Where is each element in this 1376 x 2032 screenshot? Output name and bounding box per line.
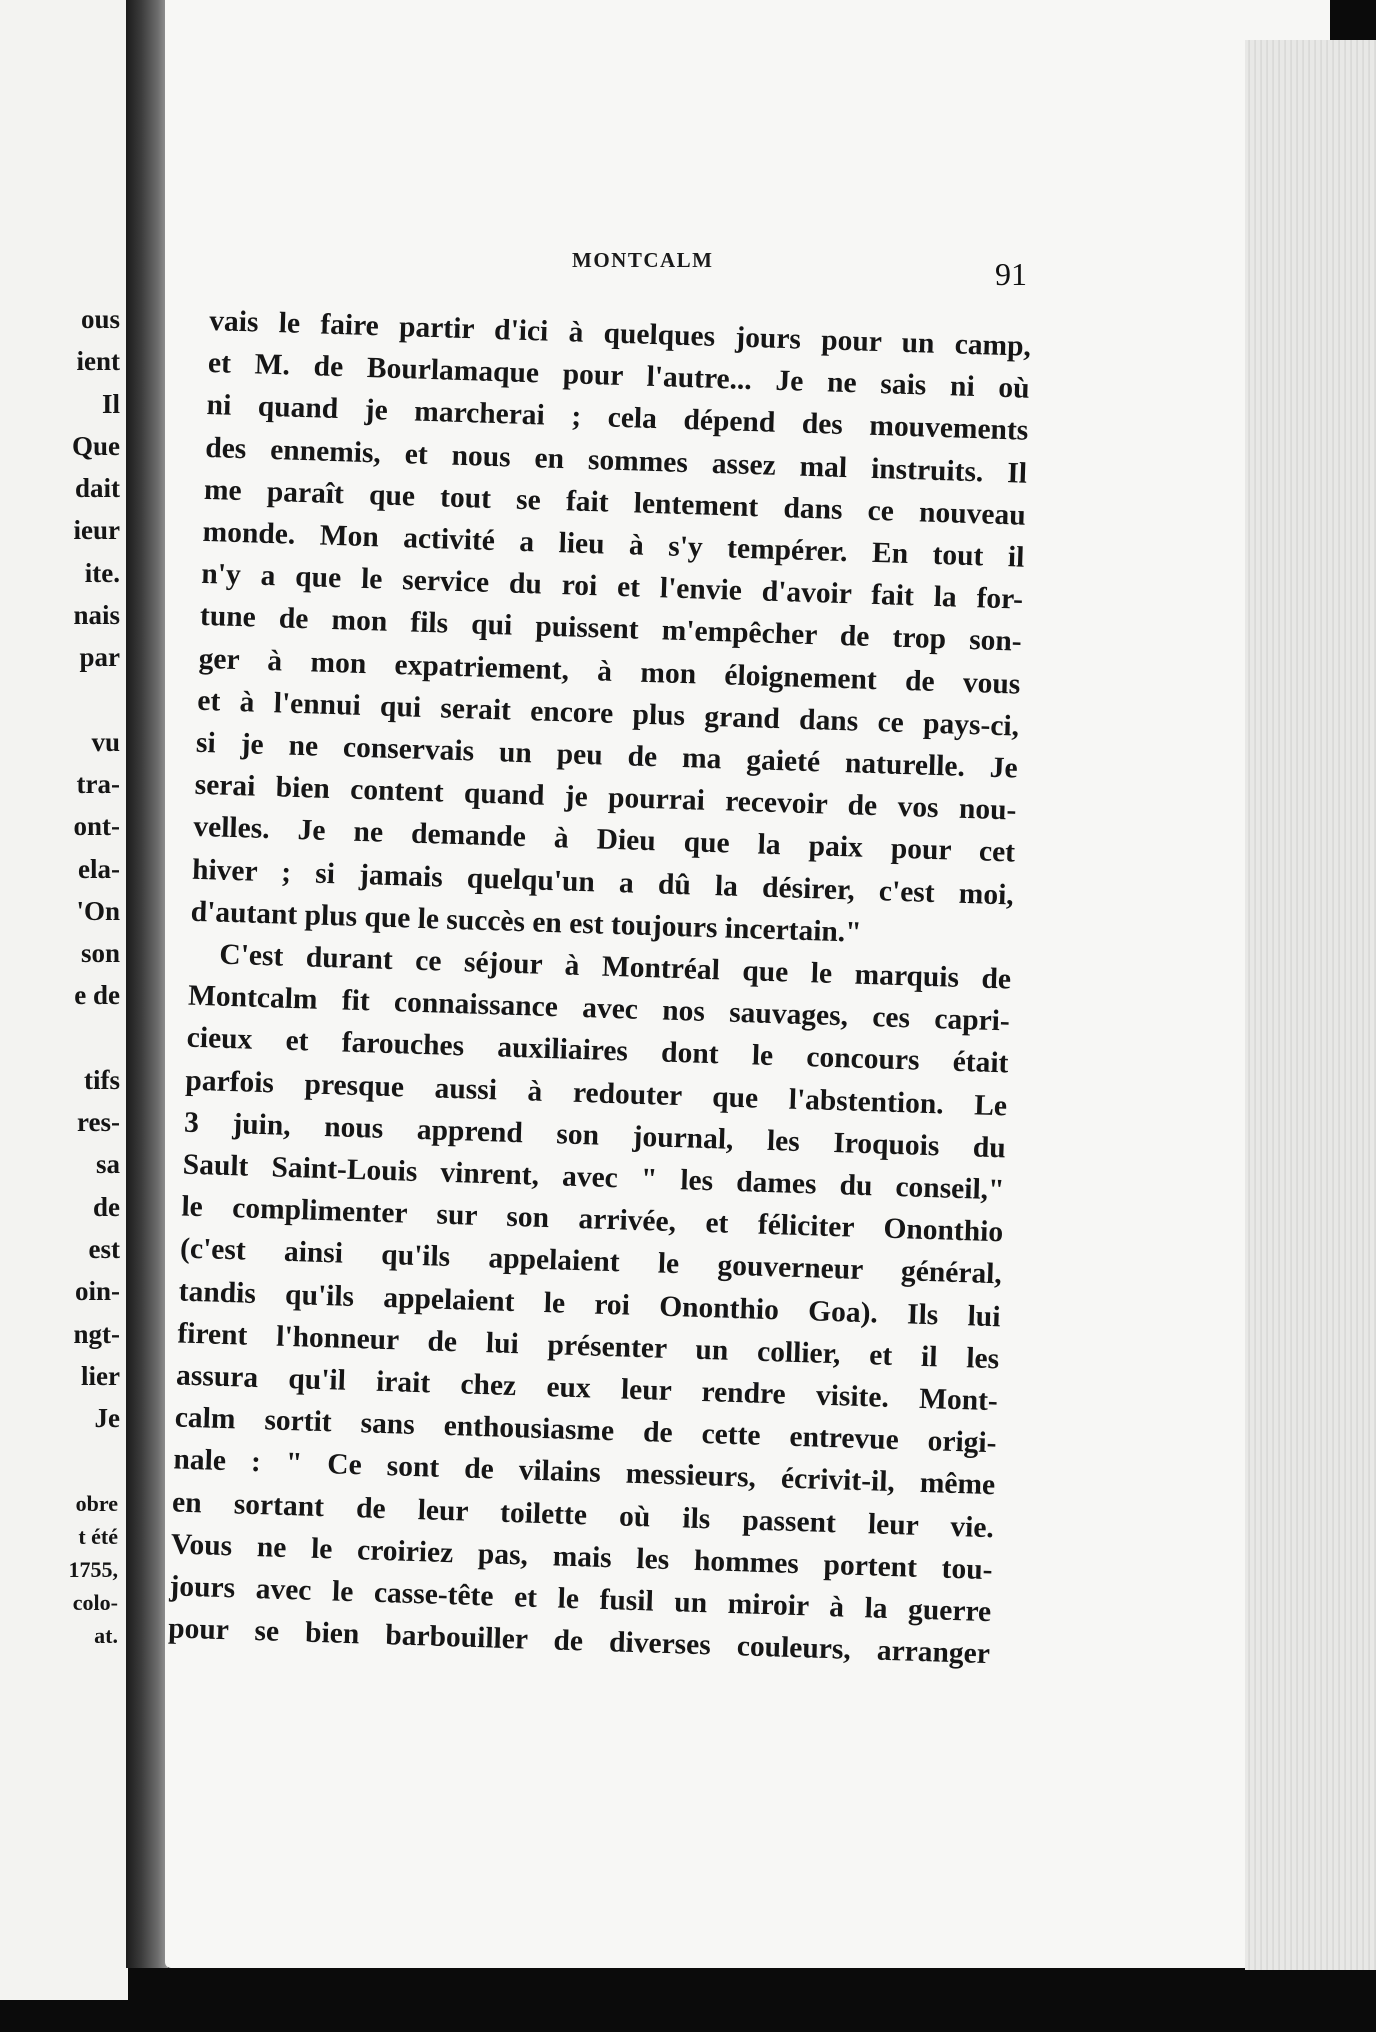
text-line: ger à mon expatriement, à mon éloignement de vous <box>198 642 1021 701</box>
left-line: de <box>93 1191 120 1222</box>
left-note-line: colo- <box>72 1590 118 1615</box>
left-note-line: at. <box>94 1623 118 1648</box>
left-line: sa <box>95 1149 120 1180</box>
text-line: nale : " Ce sont de vilains messieurs, écrivit-il, même <box>173 1443 996 1502</box>
text-line: velles. Je ne demande à Dieu que la paix pour cet <box>192 811 1016 869</box>
left-line: est <box>88 1233 120 1264</box>
text-line: me paraît que tout se fait lentement dans ce nouveau <box>203 473 1027 532</box>
left-page-footnote <box>69 1487 119 1652</box>
text-line: hiver ; si jamais quelqu'un a dû la désirer, c'est moi, <box>191 853 1015 912</box>
left-line: oin- <box>74 1276 120 1307</box>
text-line: tune de mon fils qui puissent m'empêcher de trop son- <box>199 600 1023 659</box>
text-line: jours avec le casse-tête et le fusil un miroir à la guerre <box>169 1570 992 1629</box>
text-line: et à l'ennui qui serait encore plus grand dans ce pays-ci, <box>196 684 1020 743</box>
left-line: ngt- <box>73 1318 120 1349</box>
left-line: ont- <box>73 811 120 842</box>
left-line: tra- <box>76 768 120 799</box>
text-line: assura qu'il irait chez eux leur rendre visite. Mont- <box>175 1359 999 1418</box>
left-line: nais <box>73 600 120 631</box>
left-line: ela- <box>78 853 120 884</box>
text-line: (c'est ainsi qu'ils appelaient le gouverneur général, <box>179 1233 1003 1291</box>
text-line: Sault Saint-Louis vinrent, avec " les dames du conseil," <box>182 1148 1005 1207</box>
left-line: Il <box>101 388 120 419</box>
running-head: MONTCALM <box>572 248 714 272</box>
text-line: firent l'honneur de lui présenter un collier, et il les <box>177 1317 1000 1376</box>
left-note-line: t été <box>78 1524 118 1549</box>
left-line: vu <box>91 726 120 757</box>
page-edges <box>1245 40 1376 1970</box>
left-paragraph-gap <box>72 679 120 721</box>
left-line: tifs <box>84 1064 120 1095</box>
left-line: 'On <box>76 895 120 926</box>
text-line: pour se bien barbouiller de diverses couleurs, arranger <box>167 1612 991 1671</box>
text-line: des ennemis, et nous en sommes assez mal instruits. Il <box>204 431 1028 490</box>
text-line: n'y a que le service du roi et l'envie d'avoir fait la for- <box>200 558 1024 616</box>
left-line: res- <box>77 1107 120 1138</box>
left-line: Je <box>94 1403 120 1434</box>
text-line: et M. de Bourlamaque pour l'autre... Je ne sais ni où <box>207 347 1031 405</box>
left-line: ite. <box>84 557 120 588</box>
left-paragraph-gap <box>72 1017 120 1059</box>
left-line: son <box>80 938 120 969</box>
page-number: 91 <box>995 256 1027 292</box>
left-line: e de <box>74 980 120 1011</box>
left-page-text <box>72 298 120 1439</box>
left-note-line: 1755, <box>68 1557 118 1582</box>
text-line: parfois presque aussi à redouter que l'abstention. Le <box>184 1064 1008 1123</box>
left-line: ient <box>76 346 120 377</box>
text-line: Montcalm fit connaissance avec nos sauvages, ces capri- <box>187 979 1011 1038</box>
text-line: serai bien content quand je pourrai recevoir de vos nou- <box>194 769 1017 827</box>
left-page <box>0 0 128 2000</box>
body-text <box>168 300 1032 1676</box>
left-note-line: obre <box>75 1491 118 1516</box>
text-line: Vous ne le croiriez pas, mais les hommes portent tou- <box>170 1528 993 1587</box>
text-line: calm sortit sans enthousiasme de cette entrevue origi- <box>174 1401 997 1460</box>
text-line: si je ne conservais un peu de ma gaieté naturelle. Je <box>195 726 1019 785</box>
text-line: cieux et farouches auxiliaires dont le concours était <box>186 1022 1009 1080</box>
text-line: monde. Mon activité a lieu à s'y tempérer. En tout il <box>202 515 1025 574</box>
text-line: le complimenter sur son arrivée, et féliciter Ononthio <box>180 1190 1004 1249</box>
text-line: vais le faire partir d'ici à quelques jours pour un camp, <box>208 304 1032 363</box>
text-line: 3 juin, nous apprend son journal, les Iroquois du <box>183 1106 1007 1165</box>
text-line: ni quand je marcherai ; cela dépend des mouvements <box>206 389 1029 448</box>
book-gutter <box>126 0 168 1968</box>
left-line: dait <box>74 473 120 504</box>
left-line: lier <box>81 1360 120 1391</box>
text-line: d'autant plus que le succès en est toujours incertain." <box>190 895 863 949</box>
text-line: tandis qu'ils appelaient le roi Ononthio Goa). Ils lui <box>178 1275 1001 1333</box>
left-line: ieur <box>73 515 120 546</box>
text-line: en sortant de leur toilette où ils passent leur vie. <box>171 1486 995 1544</box>
text-line: C'est durant ce séjour à Montréal que le marquis de <box>218 938 1012 996</box>
left-line: Que <box>71 430 120 461</box>
left-line: ous <box>80 304 120 334</box>
left-line: par <box>79 642 120 673</box>
